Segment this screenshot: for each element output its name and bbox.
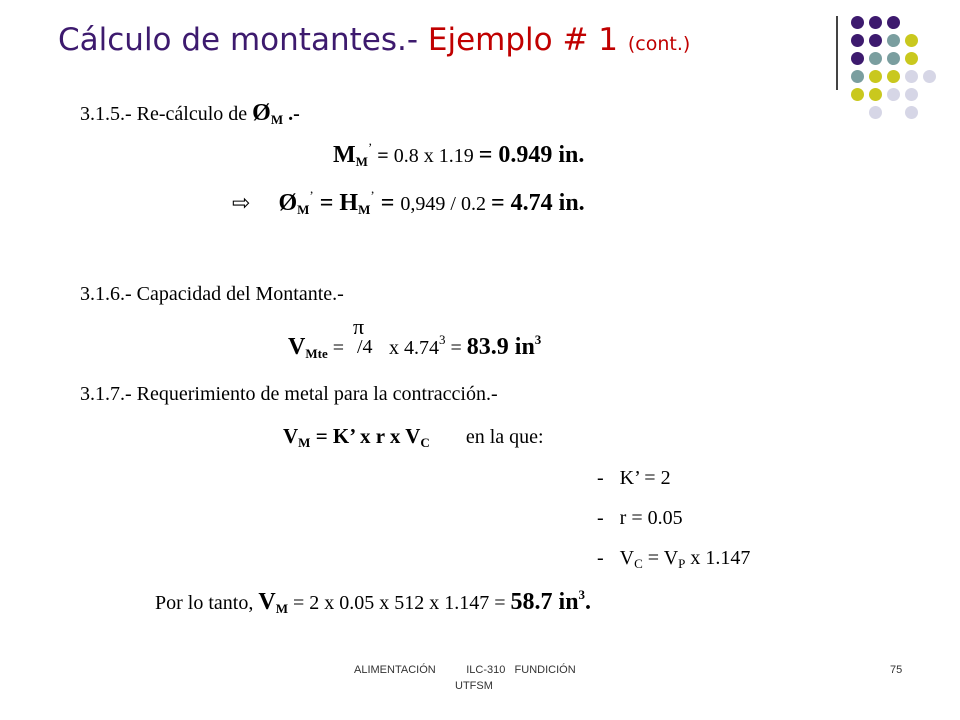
decorative-dot <box>905 34 918 47</box>
page-number: 75 <box>890 664 903 676</box>
decorative-divider <box>836 16 838 90</box>
footer-institution: UTFSM <box>455 680 493 692</box>
decorative-dot <box>923 70 936 83</box>
implies-arrow-icon: ⇨ <box>232 190 251 215</box>
equation-v-mte: $V_{Mte}$ = π /4 x $4.74^3 = 83.9$ $in^3$ <box>288 314 542 361</box>
decorative-dot <box>869 34 882 47</box>
decorative-dot <box>869 52 882 65</box>
title-example: Ejemplo # 1 <box>427 22 619 58</box>
decorative-dot <box>905 52 918 65</box>
equation-mm: $M_M^’ = 0.8$ x 1.19 = 0.949 in. <box>333 140 585 169</box>
decorative-dot <box>905 88 918 101</box>
slide-title <box>58 22 690 58</box>
decorative-dot <box>887 70 900 83</box>
list-item: - $V_C = V_P$ x 1.147 <box>597 547 751 571</box>
decorative-dot <box>905 70 918 83</box>
list-item: - r = 0.05 <box>597 507 683 529</box>
decorative-dot <box>851 70 864 83</box>
decorative-dot <box>869 70 882 83</box>
decorative-dot <box>887 88 900 101</box>
decorative-dot <box>887 34 900 47</box>
decorative-dot <box>869 106 882 119</box>
list-item: - K’ = 2 <box>597 467 671 489</box>
decorative-dot <box>887 52 900 65</box>
conclusion: Por lo tanto, $V_M = 2$ x 0.05 x 512 x 1.147 = 58.7 $in^3$. <box>155 587 592 616</box>
decorative-dot <box>851 16 864 29</box>
decorative-dot <box>869 88 882 101</box>
section-3-1-6-heading: 3.1.6.- Capacidad del Montante.- <box>80 283 344 305</box>
decorative-dot <box>851 34 864 47</box>
decorative-dot <box>851 52 864 65</box>
decorative-dot <box>887 16 900 29</box>
pi-over-4: π /4 <box>353 314 373 358</box>
equation-phi-m: ⇨ $Ø_M^’ = H_M^’ = 0,949 / 0.2 = 4.74$ in. <box>232 188 585 217</box>
equation-vm: $V_M = K$’ x r x $V_C$ en la que: <box>283 424 544 450</box>
decorative-dot <box>851 88 864 101</box>
title-cont: (cont.) <box>627 33 691 55</box>
section-3-1-7-heading: 3.1.7.- Requerimiento de metal para la contracción.- <box>80 383 498 405</box>
decorative-dot <box>869 16 882 29</box>
decorative-dot <box>905 106 918 119</box>
section-3-1-5-heading: 3.1.5.- Re-cálculo de $Ø_M$ .- <box>80 100 300 127</box>
footer-text: ALIMENTACIÓN ILC-310 FUNDICIÓN <box>354 664 576 676</box>
title-main: Cálculo de montantes.- <box>58 22 428 58</box>
